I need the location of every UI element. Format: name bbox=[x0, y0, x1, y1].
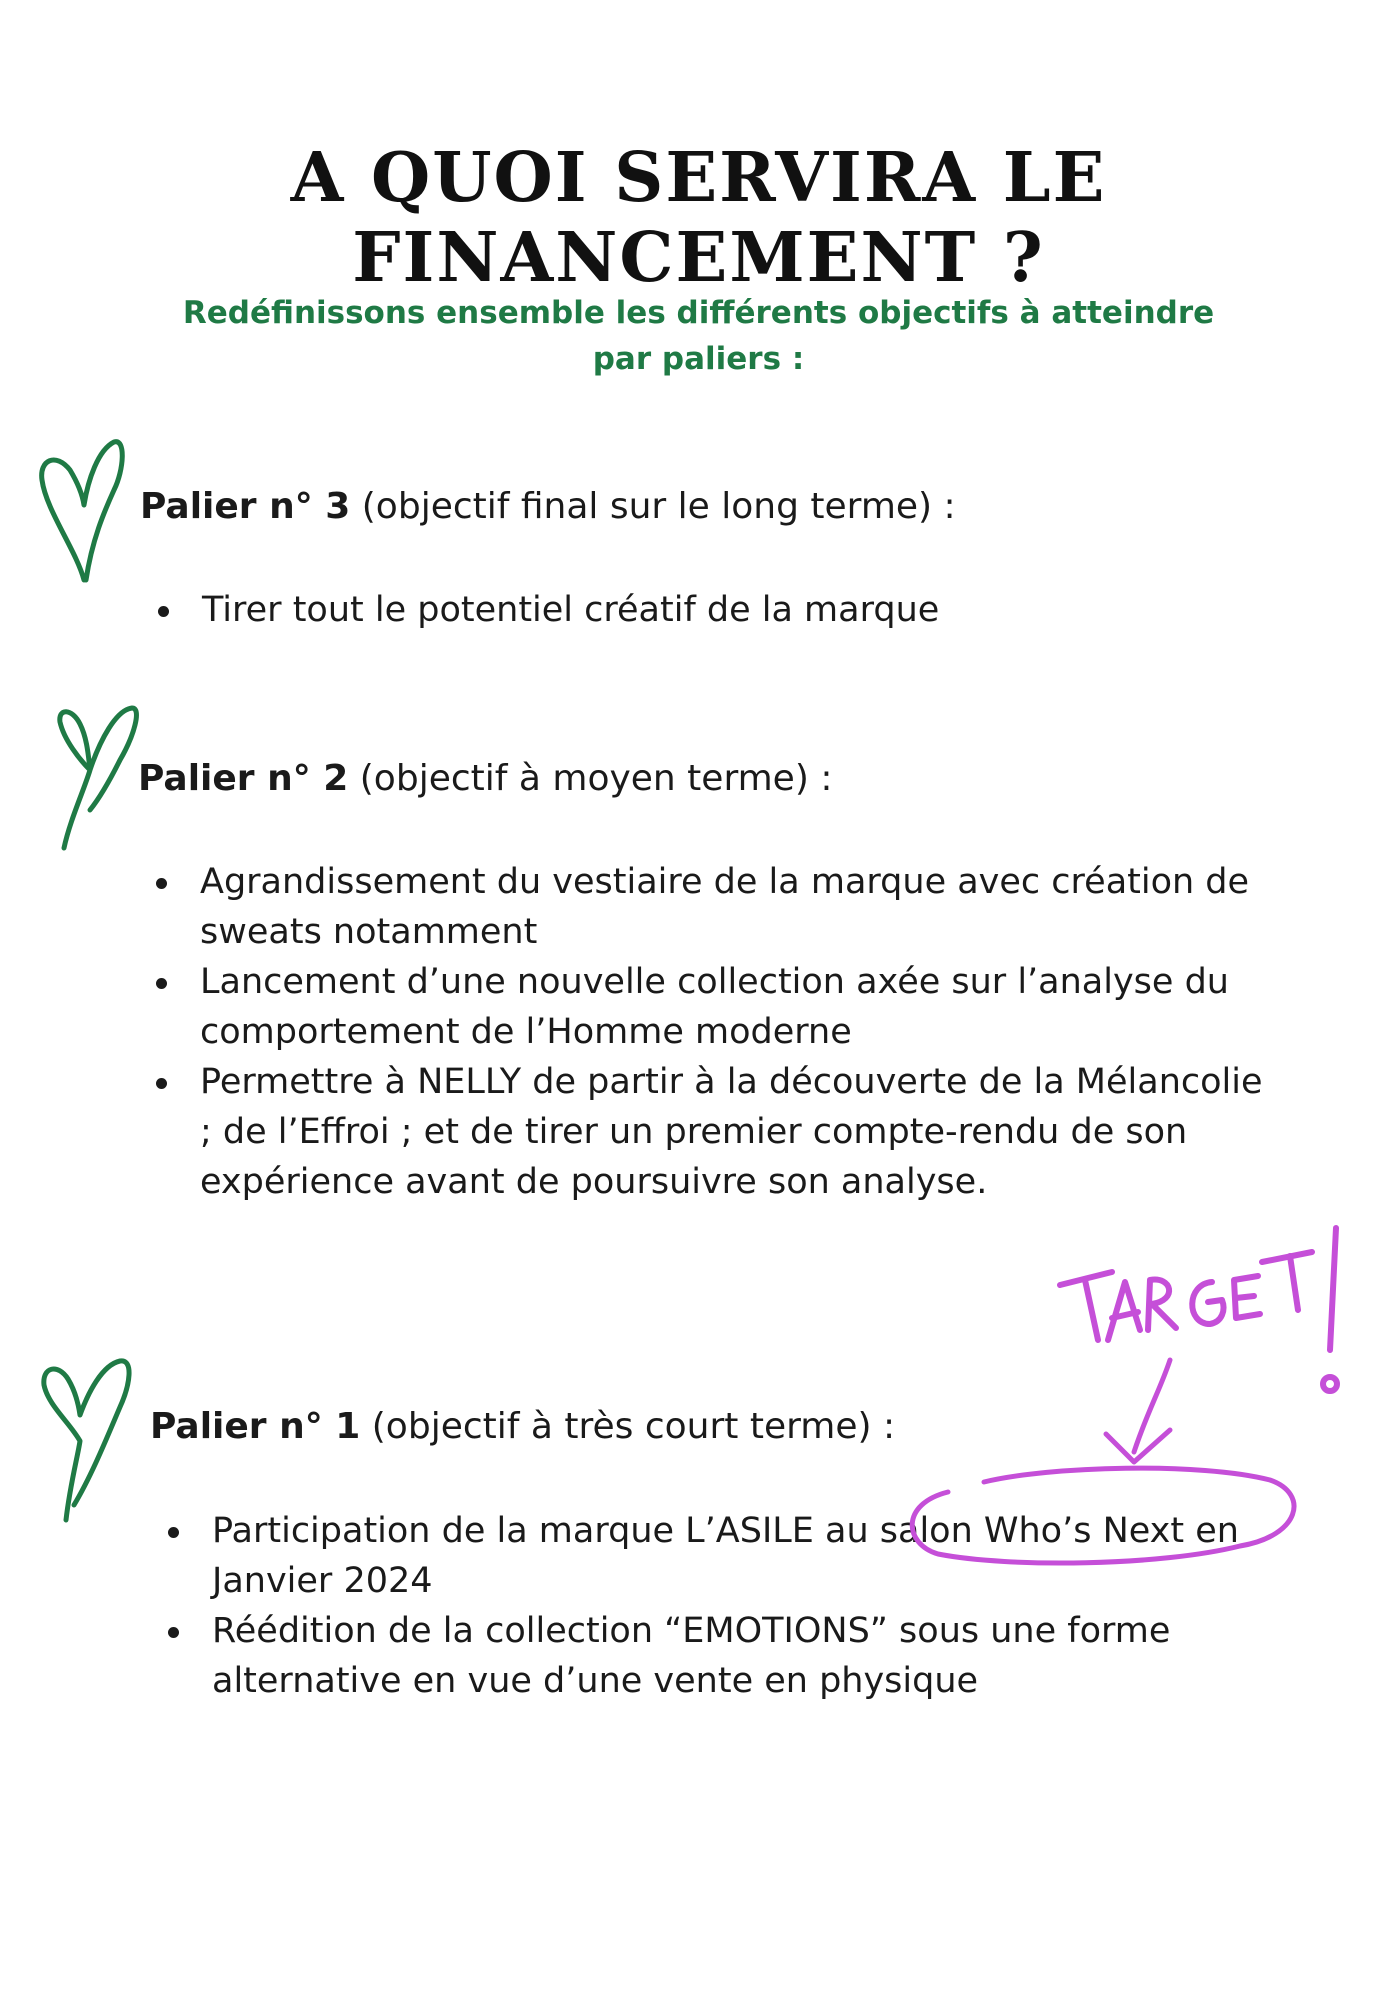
list-item: Participation de la marque L’ASILE au salon Who’s Next en Janvier 2024 bbox=[168, 1506, 1268, 1606]
tier-1-label: Palier n° 1 bbox=[150, 1406, 361, 1447]
target-annotation-lettering bbox=[1060, 1228, 1337, 1391]
tier-2-label: Palier n° 2 bbox=[138, 758, 349, 799]
tier-3-list bbox=[158, 585, 1258, 635]
subtitle-line-1: Redéfinissons ensemble les différents objectifs à atteindre bbox=[182, 295, 1215, 331]
tier-1-description: (objectif à très court terme) : bbox=[371, 1406, 896, 1447]
tier-3-heading bbox=[140, 486, 956, 527]
page-subtitle bbox=[160, 290, 1237, 382]
tier-1-heading bbox=[150, 1406, 895, 1447]
tier-3-label: Palier n° 3 bbox=[140, 486, 351, 527]
list-item: Agrandissement du vestiaire de la marque avec création de sweats notamment bbox=[156, 857, 1266, 957]
tier-2-heading bbox=[138, 758, 832, 799]
tier-1-list bbox=[168, 1506, 1268, 1706]
tier-2-description: (objectif à moyen terme) : bbox=[359, 758, 833, 799]
list-item: Lancement d’une nouvelle collection axée sur l’analyse du comportement de l’Homme moderne bbox=[156, 957, 1266, 1057]
tier-3-description: (objectif final sur le long terme) : bbox=[361, 486, 956, 527]
list-item: Tirer tout le potentiel créatif de la marque bbox=[158, 585, 1258, 635]
arrow-doodle-icon bbox=[1106, 1360, 1170, 1462]
tier-2-list bbox=[156, 857, 1266, 1207]
list-item: Réédition de la collection “EMOTIONS” sous une forme alternative en vue d’une vente en physique bbox=[168, 1606, 1268, 1706]
heart-doodle-icon bbox=[50, 700, 140, 860]
heart-doodle-icon bbox=[34, 1345, 134, 1525]
page-title: A QUOI SERVIRA LE FINANCEMENT ? bbox=[290, 138, 1107, 298]
heart-doodle-icon bbox=[36, 430, 126, 590]
subtitle-line-2: par paliers : bbox=[592, 341, 805, 377]
list-item: Permettre à NELLY de partir à la découverte de la Mélancolie ; de l’Effroi ; et de tirer un premier compte-rendu de son expérience avant de poursuivre son analyse. bbox=[156, 1057, 1266, 1207]
